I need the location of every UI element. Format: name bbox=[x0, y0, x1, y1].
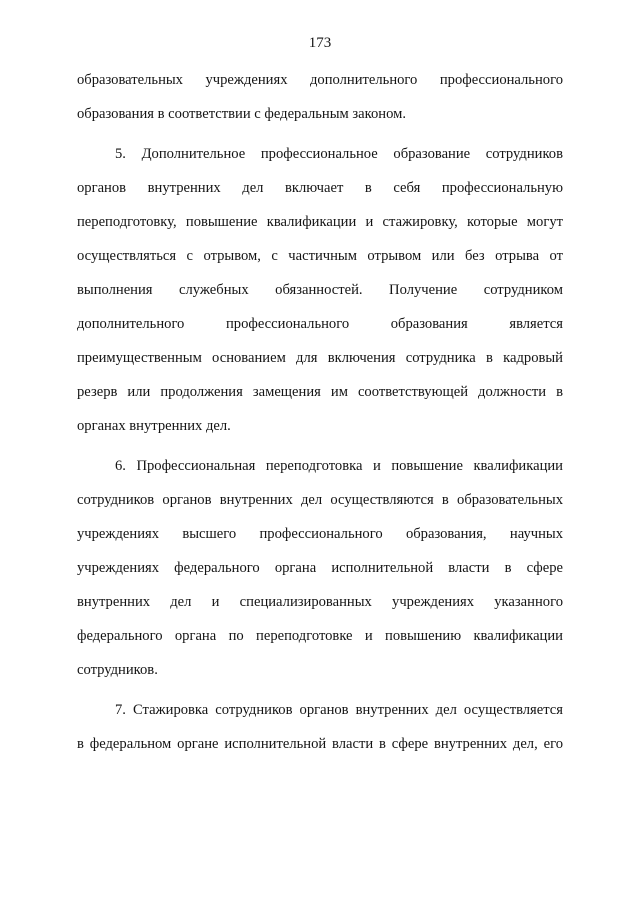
text-line: образовательных учреждениях дополнительного профессионального bbox=[77, 72, 563, 88]
text-line: образования в соответствии с федеральным законом. bbox=[77, 106, 406, 122]
text-line: учреждениях федерального органа исполнительной власти в сфере bbox=[77, 560, 563, 576]
text-line: федерального органа по переподготовке и повышению квалификации bbox=[77, 628, 563, 644]
text-line: дополнительного профессионального образования является bbox=[77, 316, 563, 332]
paragraph-clause-7 bbox=[77, 700, 563, 768]
paragraph-clause-5 bbox=[77, 144, 563, 450]
text-line: сотрудников. bbox=[77, 662, 158, 678]
text-line: 7. Стажировка сотрудников органов внутренних дел осуществляется bbox=[115, 702, 563, 718]
paragraph-continuation bbox=[77, 70, 563, 138]
text-line: внутренних дел и специализированных учреждениях указанного bbox=[77, 594, 563, 610]
text-line: в федеральном органе исполнительной власти в сфере внутренних дел, его bbox=[77, 736, 563, 752]
text-line: осуществляться с отрывом, с частичным отрывом или без отрыва от bbox=[77, 248, 563, 264]
text-line: учреждениях высшего профессионального образования, научных bbox=[77, 526, 563, 542]
text-line: органах внутренних дел. bbox=[77, 418, 231, 434]
text-line: резерв или продолжения замещения им соответствующей должности в bbox=[77, 384, 563, 400]
text-line: 6. Профессиональная переподготовка и повышение квалификации bbox=[115, 458, 563, 474]
text-line: органов внутренних дел включает в себя профессиональную bbox=[77, 180, 563, 196]
text-line: сотрудников органов внутренних дел осуществляются в образовательных bbox=[77, 492, 563, 508]
text-line: 5. Дополнительное профессиональное образование сотрудников bbox=[115, 146, 563, 162]
text-line: выполнения служебных обязанностей. Получение сотрудником bbox=[77, 282, 563, 298]
page-number: 173 bbox=[308, 35, 332, 51]
document-body bbox=[77, 70, 563, 768]
text-line: переподготовку, повышение квалификации и стажировку, которые могут bbox=[77, 214, 563, 230]
paragraph-clause-6 bbox=[77, 456, 563, 694]
text-line: преимущественным основанием для включения сотрудника в кадровый bbox=[77, 350, 563, 366]
